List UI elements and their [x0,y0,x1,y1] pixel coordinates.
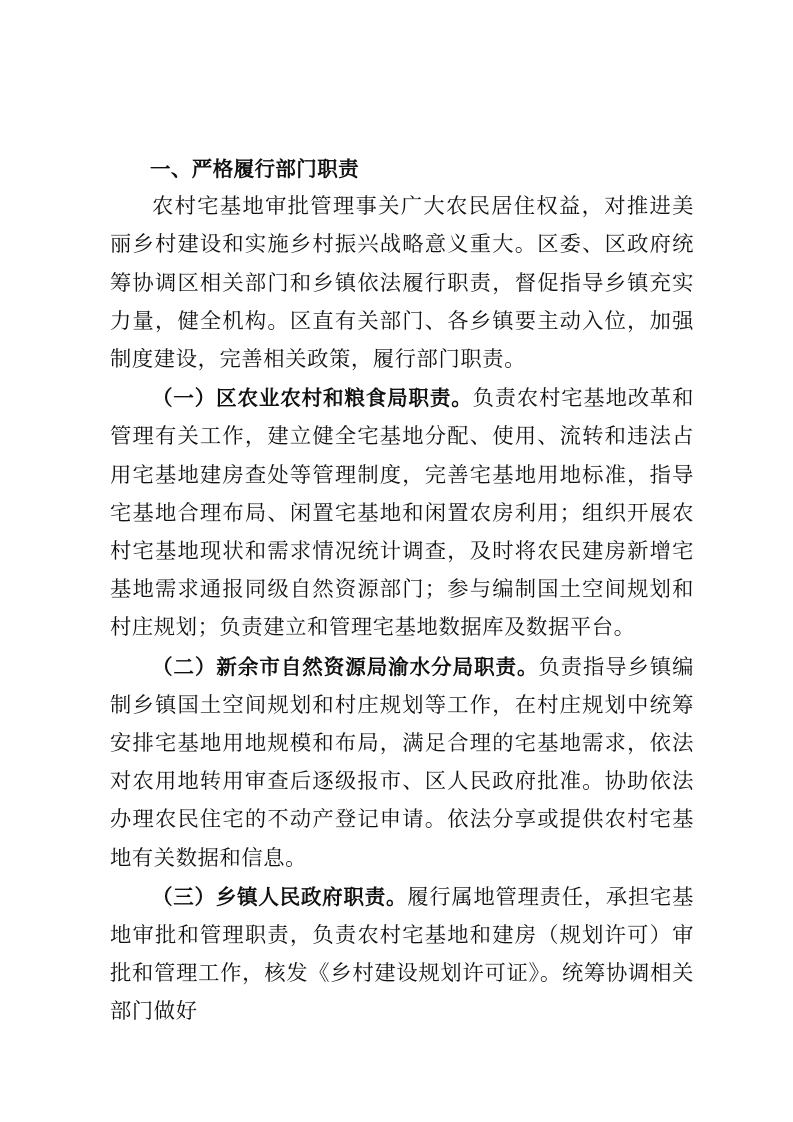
intro-paragraph: 农村宅基地审批管理事关广大农民居住权益，对推进美丽乡村建设和实施乡村振兴战略意义重大。区委、区政府统筹协调区相关部门和乡镇依法履行职责，督促指导乡镇充实力量，健全机构。区直有关部门、各乡镇要主动入位，加强制度建设，完善相关政策，履行部门职责。 [110,194,694,372]
item-paragraph-3 [110,878,694,1032]
item-lead-2: （二）新余市自然资源局渝水分局职责。 [152,654,539,679]
item-lead-1: （一）区农业农村和粮食局职责。 [152,386,473,411]
item-lead-3: （三）乡镇人民政府职责。 [152,884,408,909]
item-paragraph-1 [110,379,694,647]
document-body [110,150,694,1032]
item-body-3: 履行属地管理责任，承担宅基地审批和管理职责，负责农村宅基地和建房（规划许可）审批和管理工作，核发《乡村建设规划许可证》。统筹协调相关部门做好 [110,884,694,1025]
item-body-2: 负责指导乡镇编制乡镇国土空间规划和村庄规划等工作，在村庄规划中统筹安排宅基地用地规模和布局，满足合理的宅基地需求，依法对农用地转用审查后逐级报市、区人民政府批准。协助依法办理农民住宅的不动产登记申请。依法分享或提供农村宅基地有关数据和信息。 [110,654,694,871]
section-heading: 一、严格履行部门职责 [150,157,359,181]
item-body-1: 负责农村宅基地改革和管理有关工作，建立健全宅基地分配、使用、流转和违法占用宅基地建房查处等管理制度，完善宅基地用地标准，指导宅基地合理布局、闲置宅基地和闲置农房利用；组织开展农村宅基地现状和需求情况统计调查，及时将农民建房新增宅基地需求通报同级自然资源部门；参与编制国土空间规划和村庄规划；负责建立和管理宅基地数据库及数据平台。 [110,386,694,641]
item-paragraph-2 [110,648,694,878]
